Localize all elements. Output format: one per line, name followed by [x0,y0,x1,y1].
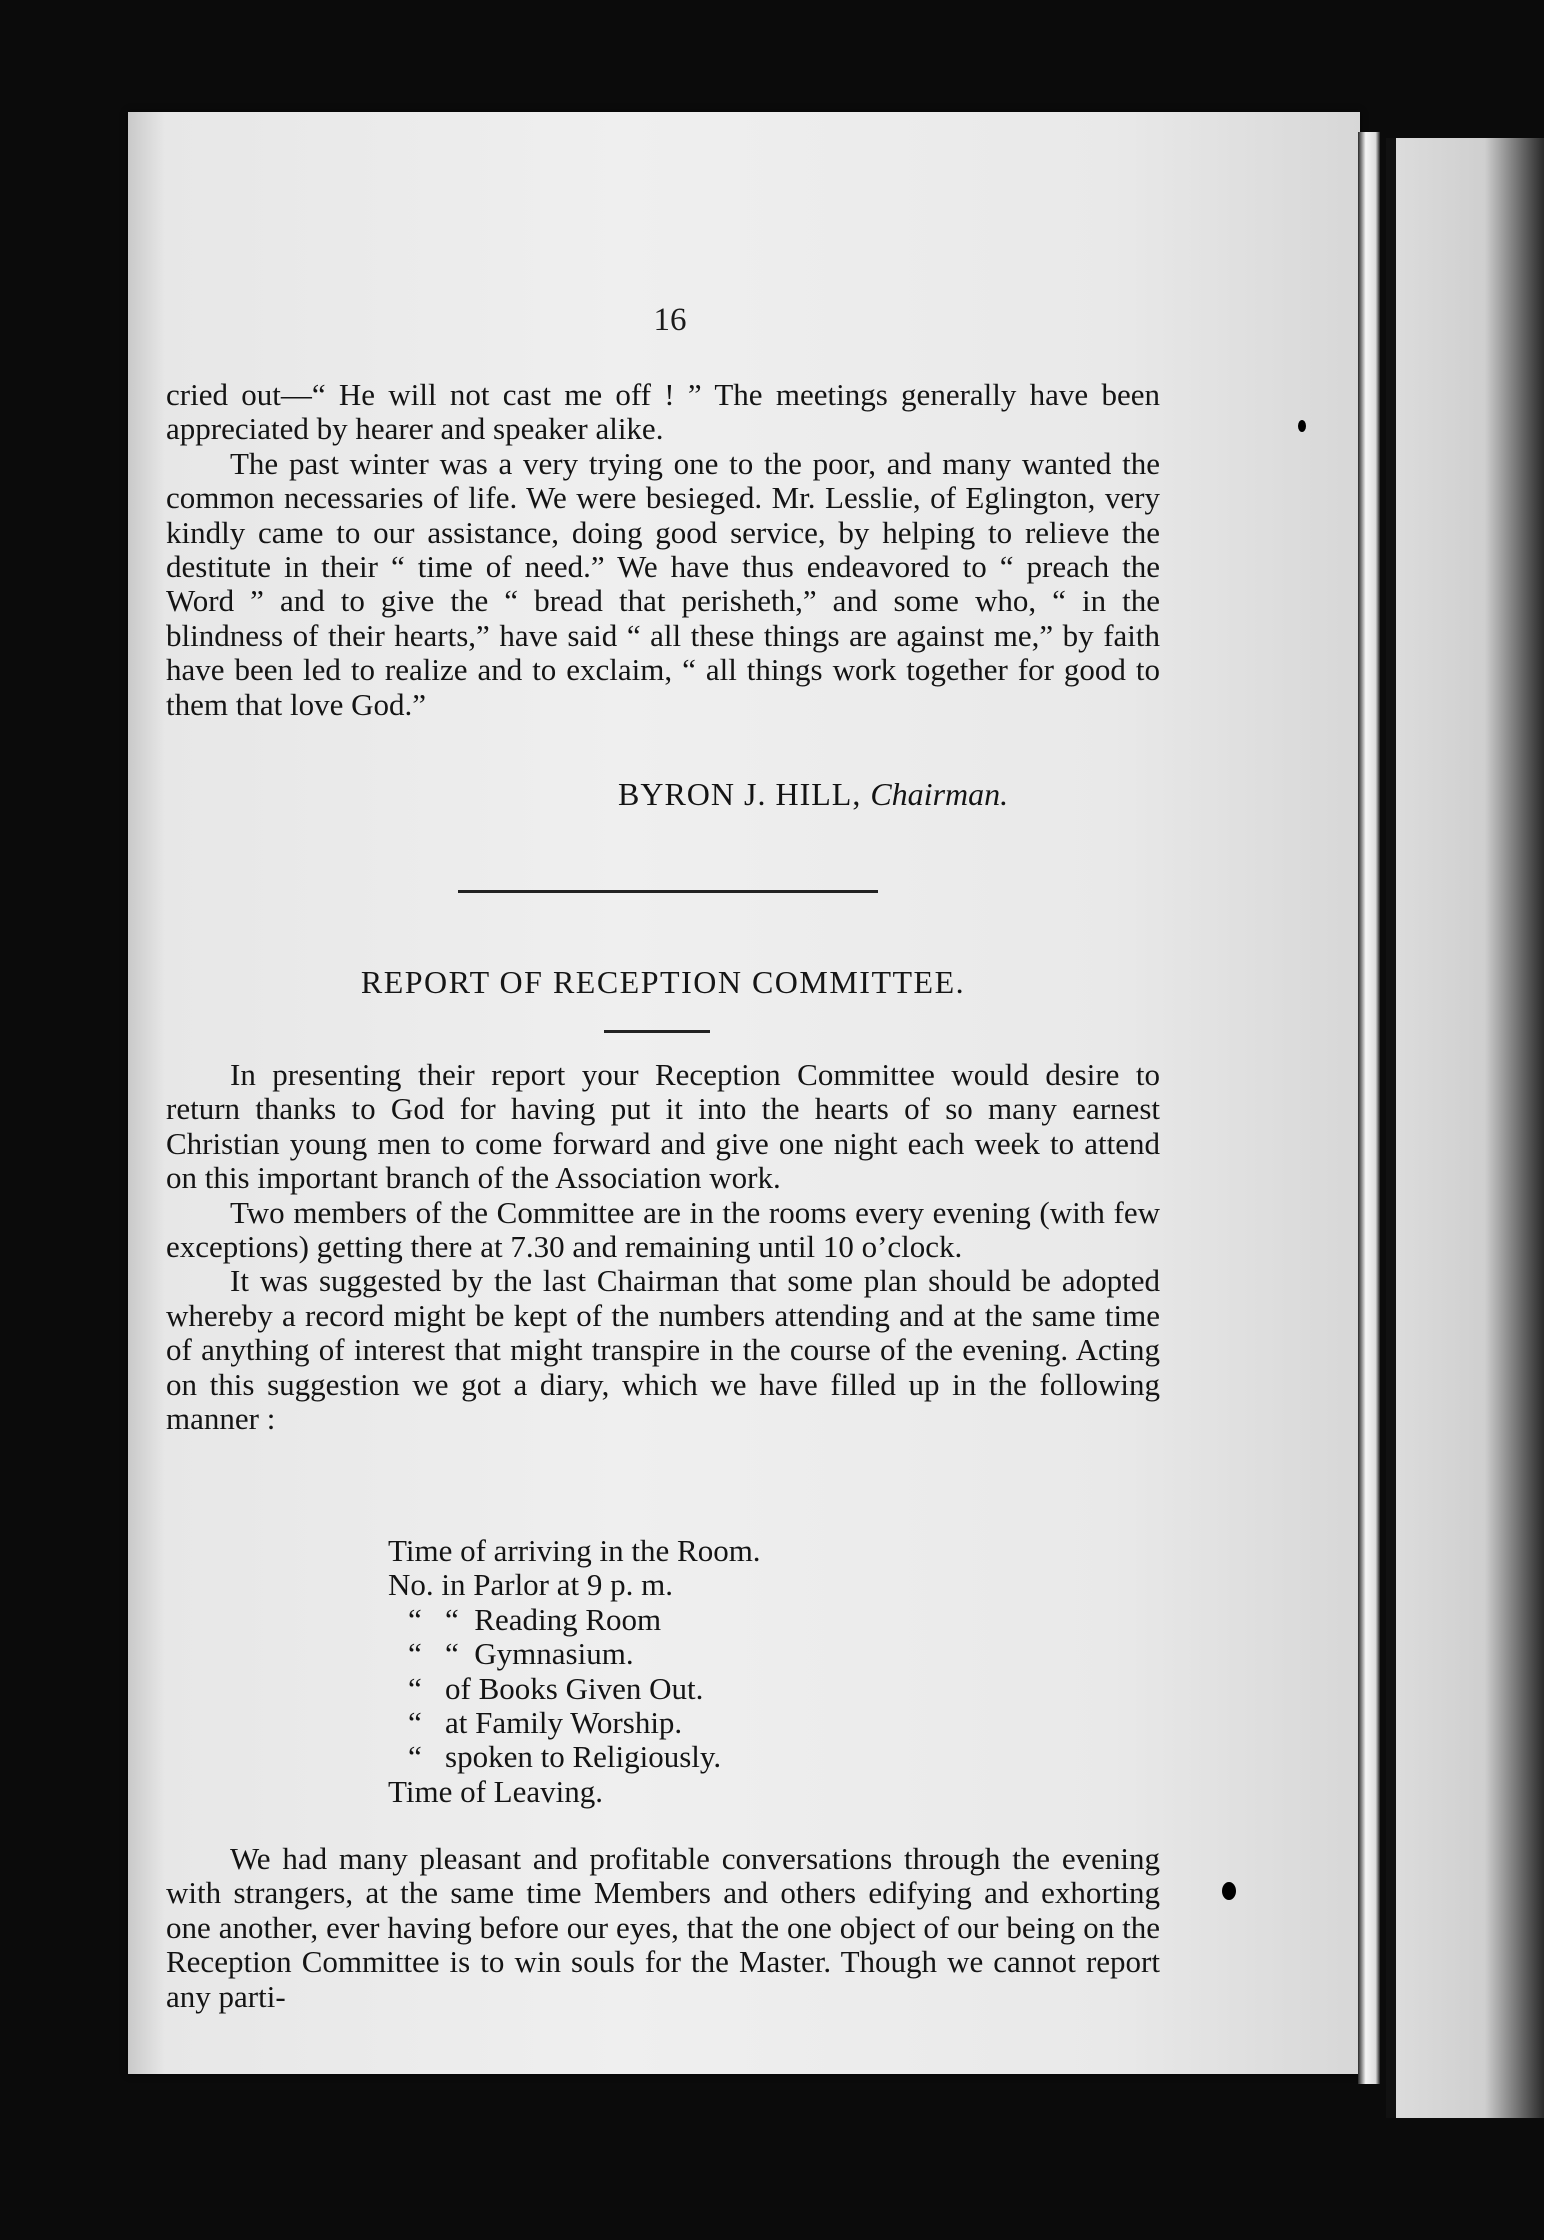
adjacent-page-edge [1396,138,1544,2118]
diary-item: “ “ Reading Room [408,1601,662,1637]
closing-paragraph: We had many pleasant and profitable conversations through the evening with strangers, at the same time Members and others edifying and exhorting one another, ever having before our eyes, that the one object of our being on the Reception Committee is to win souls for the Master. Though we cannot report any parti- [166,1841,1160,2014]
paragraph: In presenting their report your Reception Committee would desire to return thanks to God for having put it into the hearts of so many earnest Christian young men to come forward and give one night each week to attend on this important branch of the Association work. [166,1057,1160,1196]
section-two-text [166,1058,1160,1436]
diary-item: Time of Leaving. [388,1773,603,1809]
ink-spot [1298,420,1306,432]
section-heading: REPORT OF RECEPTION COMMITTEE. [360,964,966,1000]
diary-item: “ of Books Given Out. [408,1670,704,1706]
diary-item: Time of arriving in the Room. [388,1533,761,1568]
page-number: 16 [653,302,687,338]
section-one-text [166,378,1160,722]
diary-item: No. in Parlor at 9 p. m. [388,1567,673,1603]
paragraph: cried out—“ He will not cast me off ! ” The meetings generally have been appreciated by hearer and speaker alike. [166,377,1160,447]
page-fold [1358,132,1380,2084]
paragraph: The past winter was a very trying one to the poor, and many wanted the common necessaries of life. We were besieged. Mr. Lesslie, of Eglington, very kindly came to our assistance, doing good service, by helping to relieve the destitute in their “ time of need.” We have thus endeavored to “ preach the Word ” and to give the “ bread that perisheth,” and some who, “ in the blindness of their hearts,” have said “ all these things are against me,” by faith have been led to realize and to exclaim, “ all things work together for good to them that love God.” [166,445,1160,722]
diary-list [388,1534,1008,1809]
section-divider [458,890,878,893]
signature [618,776,1138,813]
signature-name: BYRON J. HILL, [618,776,862,812]
heading-rule [604,1030,710,1033]
book-gutter [1386,138,1396,2118]
diary-item: “ spoken to Religiously. [408,1739,722,1775]
signature-title: Chairman. [870,776,1009,812]
diary-item: “ “ Gymnasium. [408,1636,634,1672]
paragraph: It was suggested by the last Chairman that some plan should be adopted whereby a record might be kept of the numbers attending and at the same time of anything of interest that might transpire in the course of the evening. Acting on this suggestion we got a diary, which we have filled up in the following manner : [166,1263,1160,1437]
ink-spot [1222,1882,1236,1900]
paragraph: Two members of the Committee are in the rooms every evening (with few exceptions) getting there at 7.30 and remaining until 10 o’clock. [166,1194,1160,1265]
diary-item: “ at Family Worship. [408,1705,683,1741]
